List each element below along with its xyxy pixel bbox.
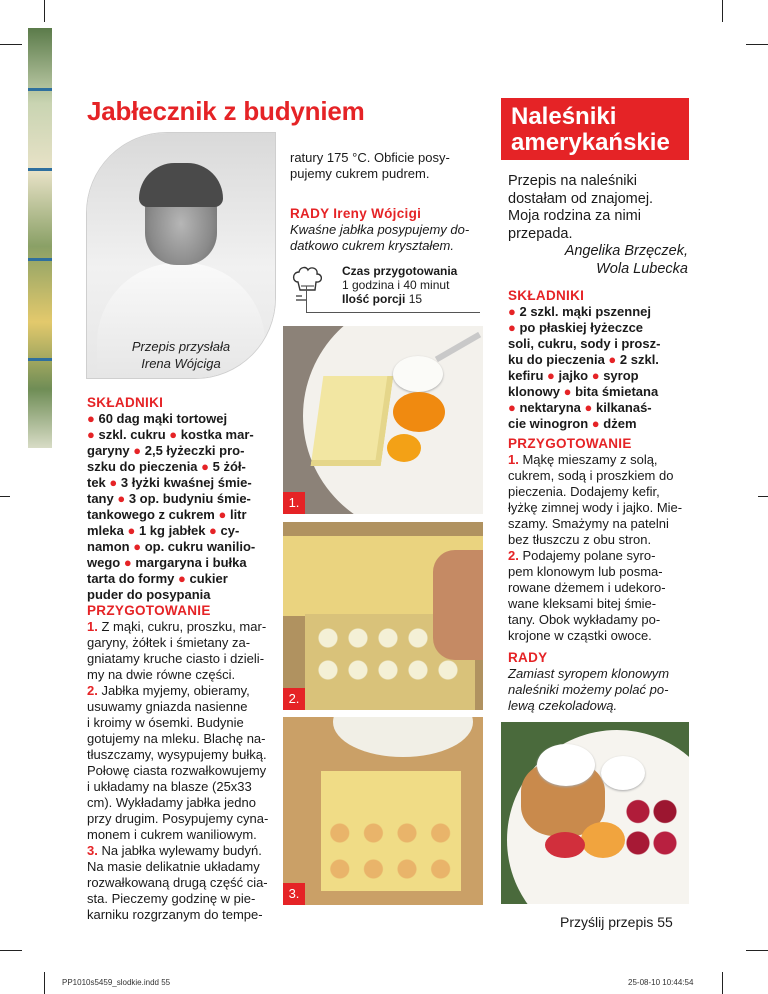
step-text: Podajemy polane syro- <box>518 548 656 563</box>
step-number: 2. <box>508 548 519 563</box>
caption-line: Irena Wójciga <box>141 356 221 371</box>
intro-line: przepada. <box>508 225 573 242</box>
ingredient-line: puder do posypania <box>87 587 211 602</box>
preparation-line <box>87 891 277 907</box>
preparation-line <box>508 532 688 548</box>
step-text: cm). Wykładamy jabłka jedno <box>87 795 256 810</box>
step-photo-3 <box>283 717 483 905</box>
ingredients-heading: SKŁADNIKI <box>87 395 164 410</box>
portrait-caption <box>87 338 275 372</box>
bullet-dot: ● <box>508 400 516 415</box>
preparation-line <box>508 548 688 564</box>
pancakes-intro <box>508 173 688 243</box>
step-text: Na jabłka wylewamy budyń. <box>97 843 262 858</box>
step-number: 2. <box>87 683 98 698</box>
step-photo-1 <box>283 326 483 514</box>
crop-mark <box>758 496 768 497</box>
step-number: 3. <box>87 843 98 858</box>
preparation-line <box>87 715 277 731</box>
pancakes-preparation-heading: PRZYGOTOWANIE <box>508 436 632 451</box>
crop-mark <box>0 44 22 45</box>
bullet-dot: ● <box>133 539 142 554</box>
bullet-dot: ● <box>133 443 142 458</box>
crop-mark <box>746 44 768 45</box>
portions-value: 15 <box>408 292 423 306</box>
preparation-line <box>87 699 277 715</box>
bullet-dot: ● <box>117 491 126 506</box>
previous-page-photo-strip <box>28 28 52 448</box>
ingredient-line: tek ● 3 łyżki kwaśnej śmie- <box>87 475 252 490</box>
ingredient-line: wego ● margaryna i bułka <box>87 555 247 570</box>
ingredient-line: kefiru ● jajko ● syrop <box>508 368 639 383</box>
bullet-dot: ● <box>169 427 178 442</box>
text-line: ratury 175 °C. Obficie posy- <box>290 150 450 165</box>
preparation-heading: PRZYGOTOWANIE <box>87 603 211 618</box>
pancakes-preparation-section <box>508 436 688 644</box>
ingredient-line: ● 2 szkl. mąki pszennej <box>508 304 651 319</box>
photo-label-3: 3. <box>283 883 305 905</box>
tips-line: datkowo cukrem kryształem. <box>290 238 454 253</box>
photo-label-1: 1. <box>283 492 305 514</box>
ingredient-line: garyny ● 2,5 łyżeczki pro- <box>87 443 245 458</box>
bullet-dot: ● <box>123 555 132 570</box>
preparation-line <box>508 580 688 596</box>
tips-line: Kwaśne jabłka posypujemy do- <box>290 222 470 237</box>
ingredient-line: tarta do formy ● cukier <box>87 571 228 586</box>
crop-mark <box>44 0 45 22</box>
portions-label: Ilość porcji <box>342 292 406 306</box>
ingredient-line: namon ● op. cukru wanilio- <box>87 539 256 554</box>
bullet-dot: ● <box>508 304 516 319</box>
preparation-line <box>508 596 688 612</box>
ingredient-line: soli, cukru, sody i prosz- <box>508 336 661 351</box>
ingredient-line: ● nektaryna ● kilkanaś- <box>508 400 652 415</box>
intro-line: Przepis na naleśniki <box>508 173 637 189</box>
step-number: 1. <box>87 619 98 634</box>
preparation-line <box>87 747 277 763</box>
preparation-line <box>87 795 277 811</box>
step-text: rozwałkowaną drugą część cia- <box>87 875 268 890</box>
pancakes-ingredients-heading: SKŁADNIKI <box>508 288 585 303</box>
bullet-dot: ● <box>127 523 136 538</box>
preparation-line <box>87 651 277 667</box>
step-text: gniatamy kruche ciasto i dzieli- <box>87 651 265 666</box>
pancakes-tips-section <box>508 650 693 714</box>
bullet-dot: ● <box>209 523 217 538</box>
step-text: sta. Pieczemy godzinę w pie- <box>87 891 256 906</box>
preparation-line <box>87 683 277 699</box>
ingredient-line: klonowy ● bita śmietana <box>508 384 659 399</box>
step-text: krojone w cząstki owoce. <box>508 628 652 643</box>
prep-time-value: 1 godzina i 40 minut <box>342 278 450 292</box>
file-date: 25-08-10 10:44:54 <box>628 978 694 987</box>
bullet-dot: ● <box>591 368 600 383</box>
preparation-section <box>87 603 277 923</box>
step-text: Połowę ciasta rozwałkowujemy <box>87 763 267 778</box>
bullet-dot: ● <box>591 416 600 431</box>
preparation-line <box>87 843 277 859</box>
signature-line: Angelika Brzęczek, <box>564 243 688 259</box>
pancakes-title-bar <box>501 98 689 160</box>
step-text: Na masie delikatnie układamy <box>87 859 260 874</box>
preparation-line <box>508 484 688 500</box>
step-photo-2 <box>283 522 483 710</box>
preparation-line <box>508 564 688 580</box>
file-info: PP1010s5459_slodkie.indd 55 <box>62 978 171 987</box>
crop-mark <box>0 950 22 951</box>
step-text: garyny, żółtek i śmietany za- <box>87 635 251 650</box>
pancakes-title <box>511 104 670 156</box>
step-text: usuwamy gniazda nasienne <box>87 699 248 714</box>
ingredient-line: mleka ● 1 kg jabłek ● cy- <box>87 523 240 538</box>
step-text: wane kleksami bitej śmie- <box>508 596 657 611</box>
pancakes-photo <box>501 722 689 904</box>
preparation-line <box>508 468 688 484</box>
step-text: łyżkę zimnej wody i jajko. Mie- <box>508 500 683 515</box>
step-text: bez tłuszczu z obu stron. <box>508 532 652 547</box>
preparation-line <box>87 907 277 923</box>
step-text: rowane dżemem i udekoro- <box>508 580 666 595</box>
tips-heading: RADY Ireny Wójcigi <box>290 206 422 221</box>
step-text: monem i cukrem waniliowym. <box>87 827 257 842</box>
bullet-dot: ● <box>584 400 593 415</box>
ingredients-list <box>87 411 287 603</box>
ingredient-line: ● 60 dag mąki tortowej <box>87 411 228 426</box>
step-text: pieczenia. Dodajemy kefir, <box>508 484 660 499</box>
title-line: Naleśniki <box>511 103 617 130</box>
ingredient-line: cie winogron ● dżem <box>508 416 637 431</box>
step-text: cukrem, sodą i proszkiem do <box>508 468 674 483</box>
ingredient-line: szku do pieczenia ● 5 żół- <box>87 459 246 474</box>
step-text: szamy. Smażymy na patelni <box>508 516 669 531</box>
crop-mark <box>722 0 723 22</box>
preparation-line <box>87 859 277 875</box>
step-text: gotujemy na mleku. Blachę na- <box>87 731 266 746</box>
step-text: Z mąki, cukru, proszku, mar- <box>97 619 267 634</box>
bullet-dot: ● <box>87 411 95 426</box>
preparation-line <box>87 811 277 827</box>
step-text: i kroimy w ósemki. Budynie <box>87 715 244 730</box>
bullet-dot: ● <box>201 459 210 474</box>
ingredient-line: ● szkl. cukru ● kostka mar- <box>87 427 254 442</box>
title-line: amerykańskie <box>511 129 670 156</box>
chef-hat-icon <box>292 266 322 304</box>
preparation-line <box>87 619 277 635</box>
ingredients-section <box>87 395 287 603</box>
bullet-dot: ● <box>109 475 118 490</box>
intro-line: Moja rodzina za nimi <box>508 208 641 224</box>
step-number: 1. <box>508 452 519 467</box>
tips-line: naleśniki możemy polać po- <box>508 682 669 697</box>
crop-mark <box>746 950 768 951</box>
preparation-line <box>508 516 688 532</box>
pancakes-ingredients-section <box>508 288 698 432</box>
preparation-line <box>87 875 277 891</box>
prep-time-label: Czas przygotowania <box>342 264 458 278</box>
tips-line: Zamiast syropem klonowym <box>508 666 670 681</box>
bullet-dot: ● <box>218 507 227 522</box>
step-text: tany. Obok wykładamy po- <box>508 612 661 627</box>
pancakes-signature <box>508 243 688 278</box>
preparation-line <box>87 779 277 795</box>
step-text: Jabłka myjemy, obieramy, <box>97 683 250 698</box>
pancakes-tips-heading: RADY <box>508 650 548 665</box>
step-text: przy drugim. Posypujemy cyna- <box>87 811 269 826</box>
preparation-line <box>87 763 277 779</box>
bullet-dot: ● <box>563 384 572 399</box>
bullet-dot: ● <box>608 352 617 367</box>
caption-line: Przepis przysłała <box>131 339 231 354</box>
bullet-dot: ● <box>547 368 555 383</box>
bullet-dot: ● <box>87 427 95 442</box>
text-line: pujemy cukrem pudrem. <box>290 166 430 181</box>
preparation-line <box>508 628 688 644</box>
photo-label-2: 2. <box>283 688 305 710</box>
crop-mark <box>44 972 45 994</box>
preparation-continued <box>290 150 485 182</box>
signature-line: Wola Lubecka <box>596 260 688 277</box>
preparation-line <box>508 612 688 628</box>
bullet-dot: ● <box>178 571 186 586</box>
step-text: pem klonowym lub posma- <box>508 564 663 579</box>
step-text: karniku rozgrzanym do tempe- <box>87 907 263 922</box>
footer-note: Przyślij przepis 55 <box>560 914 673 930</box>
prep-info-box <box>290 264 480 312</box>
step-text: my na dwie równe części. <box>87 667 236 682</box>
ingredient-line: ● po płaskiej łyżeczce <box>508 320 644 335</box>
preparation-line <box>87 667 277 683</box>
preparation-line <box>508 500 688 516</box>
tips-line: lewą czekoladową. <box>508 698 618 713</box>
crop-mark <box>0 496 10 497</box>
bullet-dot: ● <box>508 320 516 335</box>
pancakes-ingredients-list <box>508 304 698 432</box>
preparation-line <box>87 731 277 747</box>
preparation-text <box>87 619 277 923</box>
crop-mark <box>722 972 723 994</box>
step-text: i układamy na blasze (25x33 <box>87 779 252 794</box>
preparation-line <box>87 635 277 651</box>
intro-line: dostałam od znajomej. <box>508 190 654 207</box>
step-text: tłuszczamy, wysypujemy bułką. <box>87 747 267 762</box>
step-text: Mąkę mieszamy z solą, <box>518 452 658 467</box>
preparation-line <box>87 827 277 843</box>
ingredient-line: tany ● 3 op. budyniu śmie- <box>87 491 251 506</box>
tips-section <box>290 206 485 254</box>
recipe-title: Jabłecznik z budyniem <box>87 96 365 126</box>
ingredient-line: tankowego z cukrem ● litr <box>87 507 247 522</box>
pancakes-preparation-text <box>508 452 688 644</box>
preparation-line <box>508 452 688 468</box>
ingredient-line: ku do pieczenia ● 2 szkl. <box>508 352 659 367</box>
